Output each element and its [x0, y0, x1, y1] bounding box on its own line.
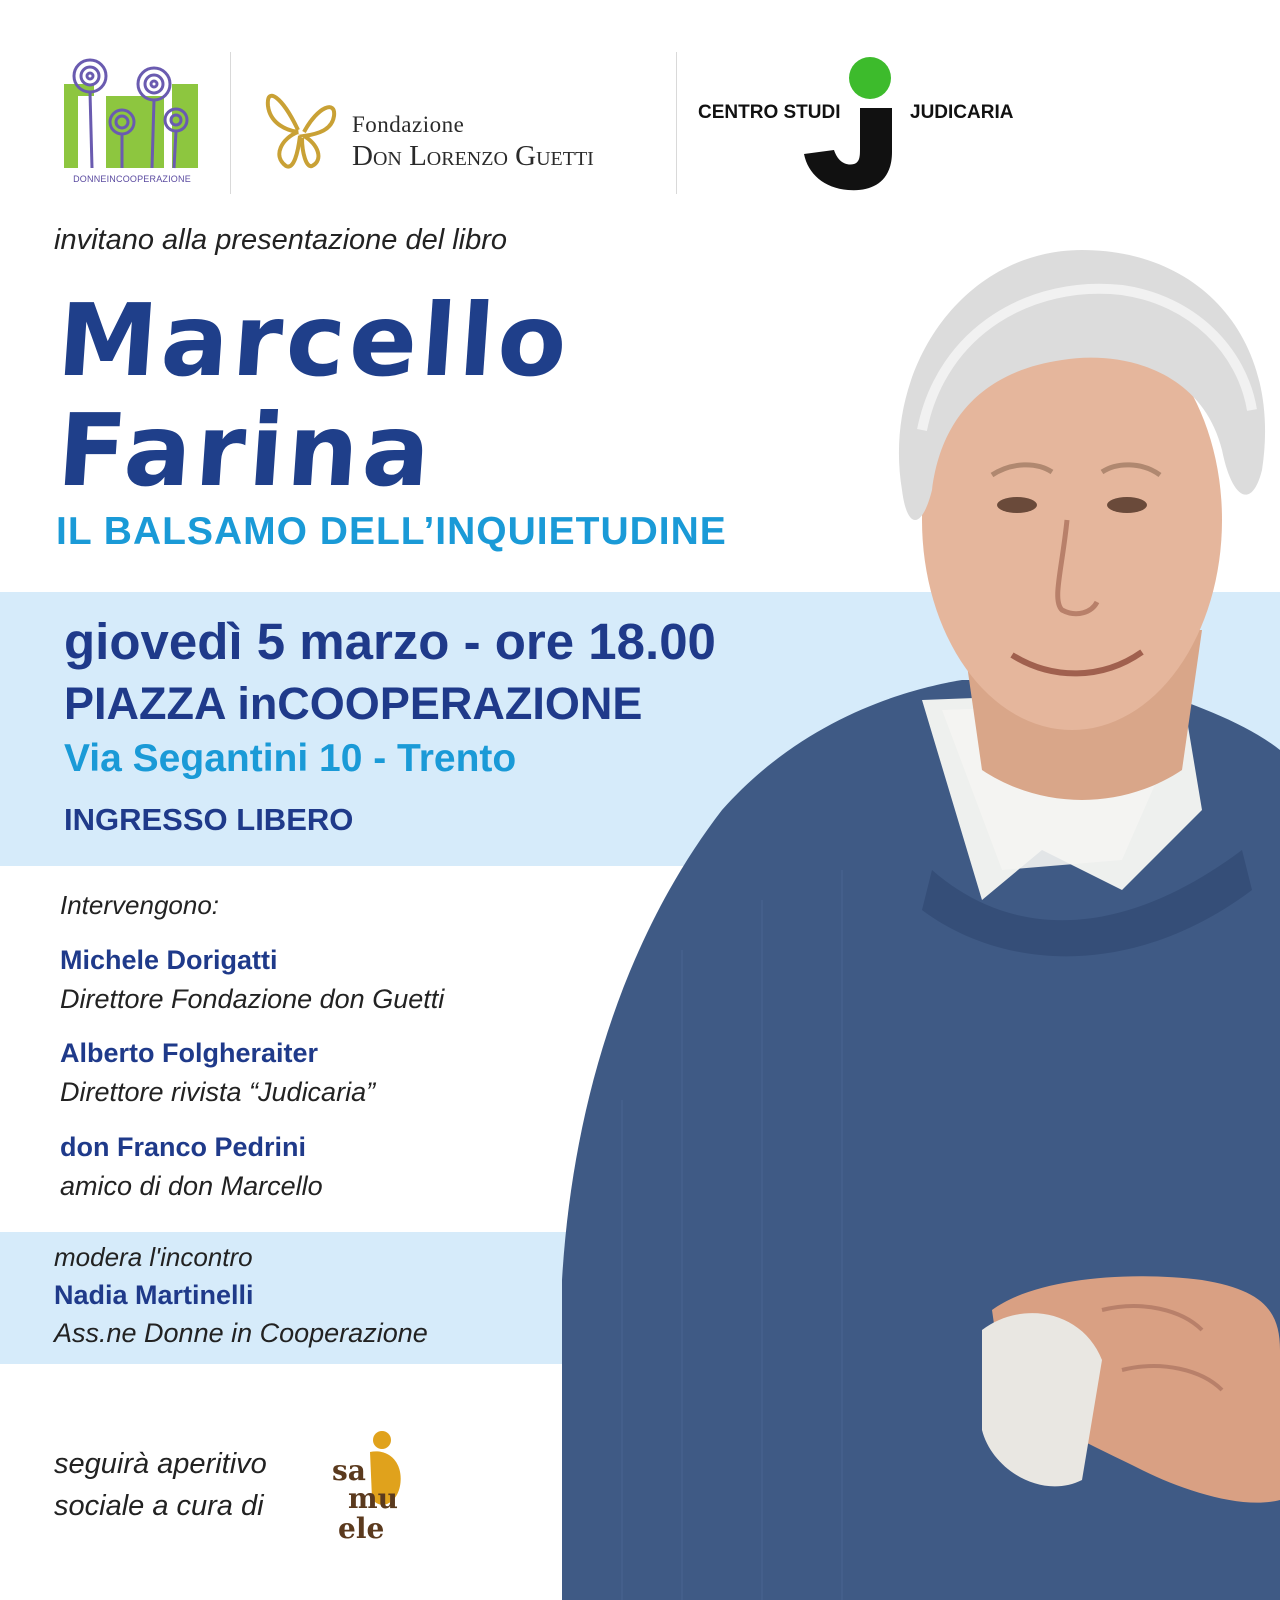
- guetti-line-1: Fondazione: [352, 112, 465, 137]
- speakers-label: Intervengono:: [60, 890, 220, 920]
- invite-text: invitano alla presentazione del libro: [54, 224, 508, 256]
- moderator-name: Nadia Martinelli: [54, 1280, 254, 1310]
- event-address: Via Segantini 10 - Trento: [64, 737, 517, 780]
- speaker-name: Michele Dorigatti: [60, 945, 278, 975]
- event-date-time: giovedì 5 marzo - ore 18.00: [64, 613, 716, 670]
- book-title: IL BALSAMO DELL’INQUIETUDINE: [56, 510, 727, 553]
- svg-text:sa: sa: [332, 1454, 366, 1487]
- svg-text:mu: mu: [348, 1482, 398, 1515]
- butterfly-icon: [262, 86, 340, 170]
- samuele-figure-icon: [330, 1430, 430, 1550]
- speaker-role: amico di don Marcello: [60, 1171, 323, 1201]
- centro-studi-judicaria-logo: [690, 56, 1020, 196]
- speaker-name: Alberto Folgheraiter: [60, 1038, 319, 1068]
- speaker-role: Direttore rivista “Judicaria”: [60, 1077, 376, 1107]
- svg-text:ele: ele: [338, 1512, 385, 1545]
- donne-in-cooperazione-logo: [62, 56, 202, 190]
- samuele-logo: [330, 1430, 430, 1550]
- guetti-line-2: Don Lorenzo Guetti: [352, 140, 594, 172]
- donne-logo-caption: DONNEINCOOPERAZIONE: [73, 174, 191, 184]
- judicaria-j-icon: [800, 56, 900, 196]
- moderator-label: modera l'incontro: [54, 1242, 253, 1272]
- event-venue: PIAZZA inCOOPERAZIONE: [64, 678, 643, 729]
- fondazione-guetti-logo: [262, 86, 662, 176]
- logo-separator: [676, 52, 677, 194]
- author-last-name: Farina: [53, 392, 439, 509]
- judicaria-right-text: JUDICARIA: [910, 102, 1014, 123]
- moderator-role: Ass.ne Donne in Cooperazione: [54, 1318, 428, 1348]
- logo-separator: [230, 52, 231, 194]
- speaker-name: don Franco Pedrini: [60, 1132, 307, 1162]
- event-entry: INGRESSO LIBERO: [64, 802, 354, 837]
- speaker-role: Direttore Fondazione don Guetti: [60, 984, 445, 1014]
- author-first-name: Marcello: [53, 282, 575, 399]
- flowers-icon: [62, 56, 202, 172]
- portrait-photo: [562, 250, 1280, 1600]
- aperitivo-line-1: seguirà aperitivo: [54, 1448, 267, 1480]
- judicaria-left-text: CENTRO STUDI: [698, 102, 841, 123]
- aperitivo-line-2: sociale a cura di: [54, 1490, 264, 1522]
